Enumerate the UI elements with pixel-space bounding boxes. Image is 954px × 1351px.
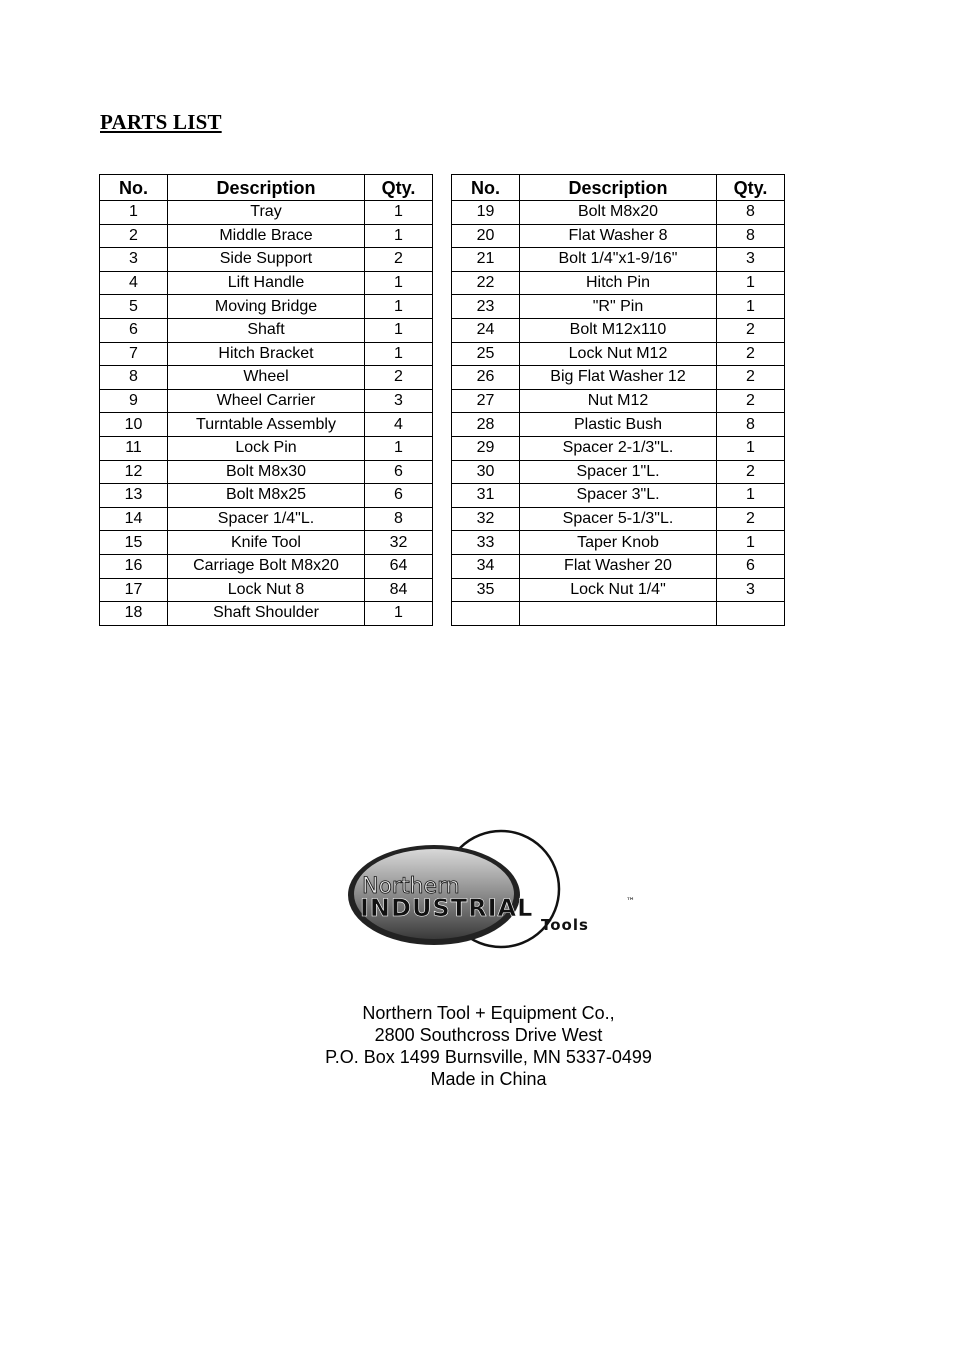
table-row	[452, 554, 785, 578]
part-qty: 64	[365, 554, 433, 578]
part-description: Lock Nut M12	[520, 342, 717, 366]
part-description: Bolt M8x30	[168, 460, 365, 484]
part-number: 10	[100, 413, 168, 437]
part-number: 21	[452, 248, 520, 272]
part-number: 15	[100, 531, 168, 555]
table-row	[100, 295, 433, 319]
part-qty: 2	[365, 366, 433, 390]
part-qty: 1	[365, 224, 433, 248]
part-qty: 1	[365, 318, 433, 342]
table-row	[452, 342, 785, 366]
table-row	[452, 366, 785, 390]
part-qty: 3	[365, 389, 433, 413]
part-description	[520, 602, 717, 626]
part-qty: 1	[717, 436, 785, 460]
part-number: 2	[100, 224, 168, 248]
part-description: Bolt 1/4"x1-9/16"	[520, 248, 717, 272]
part-description: Nut M12	[520, 389, 717, 413]
part-number	[452, 602, 520, 626]
part-number: 31	[452, 484, 520, 508]
table-row	[100, 389, 433, 413]
part-number: 26	[452, 366, 520, 390]
table-row	[100, 248, 433, 272]
part-number: 18	[100, 602, 168, 626]
part-qty: 6	[365, 484, 433, 508]
part-description: Taper Knob	[520, 531, 717, 555]
part-qty: 84	[365, 578, 433, 602]
part-number: 8	[100, 366, 168, 390]
part-qty: 4	[365, 413, 433, 437]
part-description: Side Support	[168, 248, 365, 272]
logo-text-northern: Northern	[362, 874, 460, 899]
table-row	[452, 413, 785, 437]
part-number: 30	[452, 460, 520, 484]
part-description: Lock Nut 8	[168, 578, 365, 602]
part-description: Plastic Bush	[520, 413, 717, 437]
table-row	[100, 578, 433, 602]
part-number: 4	[100, 271, 168, 295]
part-description: Shaft	[168, 318, 365, 342]
part-description: Moving Bridge	[168, 295, 365, 319]
part-description: "R" Pin	[520, 295, 717, 319]
header-description: Description	[520, 175, 717, 201]
part-description: Spacer 5-1/3"L.	[520, 507, 717, 531]
address-po-box: P.O. Box 1499 Burnsville, MN 5337-0499	[325, 1047, 652, 1067]
part-description: Flat Washer 20	[520, 554, 717, 578]
part-qty: 3	[717, 578, 785, 602]
table-row	[452, 318, 785, 342]
part-qty: 2	[717, 507, 785, 531]
part-number: 22	[452, 271, 520, 295]
parts-table-left	[99, 174, 433, 626]
table-row	[100, 554, 433, 578]
part-qty: 8	[717, 201, 785, 225]
part-number: 23	[452, 295, 520, 319]
part-number: 14	[100, 507, 168, 531]
header-description: Description	[168, 175, 365, 201]
part-qty: 1	[365, 271, 433, 295]
header-qty: Qty.	[365, 175, 433, 201]
part-number: 19	[452, 201, 520, 225]
address-company: Northern Tool + Equipment Co.,	[362, 1003, 615, 1023]
part-qty: 1	[717, 295, 785, 319]
part-number: 7	[100, 342, 168, 366]
part-number: 28	[452, 413, 520, 437]
part-qty: 1	[365, 436, 433, 460]
part-number: 3	[100, 248, 168, 272]
table-row	[452, 295, 785, 319]
part-description: Middle Brace	[168, 224, 365, 248]
table-row	[100, 271, 433, 295]
part-number: 32	[452, 507, 520, 531]
table-row	[100, 318, 433, 342]
part-number: 35	[452, 578, 520, 602]
part-qty: 2	[717, 318, 785, 342]
part-description: Spacer 1"L.	[520, 460, 717, 484]
part-description: Bolt M8x20	[520, 201, 717, 225]
table-row	[452, 224, 785, 248]
part-number: 16	[100, 554, 168, 578]
table-row	[100, 366, 433, 390]
northern-industrial-logo	[328, 822, 658, 962]
part-description: Spacer 1/4"L.	[168, 507, 365, 531]
page-title: PARTS LIST	[100, 110, 222, 134]
table-row	[452, 271, 785, 295]
part-description: Spacer 2-1/3"L.	[520, 436, 717, 460]
part-number: 1	[100, 201, 168, 225]
part-qty: 2	[717, 460, 785, 484]
part-description: Knife Tool	[168, 531, 365, 555]
part-number: 34	[452, 554, 520, 578]
header-no: No.	[452, 175, 520, 201]
part-number: 29	[452, 436, 520, 460]
part-number: 25	[452, 342, 520, 366]
company-address	[0, 1002, 954, 1090]
table-row	[452, 436, 785, 460]
table-row	[452, 460, 785, 484]
part-qty: 8	[717, 413, 785, 437]
part-number: 17	[100, 578, 168, 602]
logo-text-tools: Tools	[541, 916, 589, 934]
part-number: 27	[452, 389, 520, 413]
table-row	[100, 224, 433, 248]
table-row	[100, 460, 433, 484]
table-row	[452, 602, 785, 626]
table-row	[452, 507, 785, 531]
part-number: 12	[100, 460, 168, 484]
part-description: Shaft Shoulder	[168, 602, 365, 626]
part-description: Big Flat Washer 12	[520, 366, 717, 390]
part-description: Wheel Carrier	[168, 389, 365, 413]
part-qty: 8	[717, 224, 785, 248]
part-qty: 2	[717, 366, 785, 390]
part-number: 6	[100, 318, 168, 342]
table-row	[100, 602, 433, 626]
table-row	[100, 484, 433, 508]
part-description: Lock Nut 1/4"	[520, 578, 717, 602]
table-row	[100, 413, 433, 437]
table-row	[452, 484, 785, 508]
part-qty: 1	[717, 271, 785, 295]
header-qty: Qty.	[717, 175, 785, 201]
part-qty: 1	[717, 484, 785, 508]
part-qty: 1	[365, 602, 433, 626]
part-description: Carriage Bolt M8x20	[168, 554, 365, 578]
part-number: 33	[452, 531, 520, 555]
part-qty: 1	[365, 201, 433, 225]
table-row	[100, 436, 433, 460]
part-qty: 2	[717, 342, 785, 366]
part-qty: 2	[717, 389, 785, 413]
part-number: 5	[100, 295, 168, 319]
table-row	[452, 389, 785, 413]
part-description: Wheel	[168, 366, 365, 390]
part-qty: 6	[717, 554, 785, 578]
table-row	[100, 531, 433, 555]
part-description: Hitch Bracket	[168, 342, 365, 366]
part-qty	[717, 602, 785, 626]
table-row	[452, 201, 785, 225]
header-no: No.	[100, 175, 168, 201]
part-description: Spacer 3"L.	[520, 484, 717, 508]
part-number: 20	[452, 224, 520, 248]
table-row	[100, 201, 433, 225]
part-description: Flat Washer 8	[520, 224, 717, 248]
parts-table-right	[451, 174, 785, 626]
part-qty: 6	[365, 460, 433, 484]
table-row	[452, 578, 785, 602]
address-street: 2800 Southcross Drive West	[374, 1025, 603, 1045]
logo-text-tm: ™	[626, 897, 635, 907]
part-description: Tray	[168, 201, 365, 225]
part-description: Bolt M8x25	[168, 484, 365, 508]
part-qty: 32	[365, 531, 433, 555]
table-row	[100, 342, 433, 366]
logo-text-industrial: INDUSTRIAL	[360, 894, 534, 922]
part-description: Lock Pin	[168, 436, 365, 460]
part-qty: 1	[365, 295, 433, 319]
table-row	[452, 248, 785, 272]
table-row	[100, 507, 433, 531]
part-description: Hitch Pin	[520, 271, 717, 295]
part-qty: 2	[365, 248, 433, 272]
part-number: 13	[100, 484, 168, 508]
part-qty: 1	[717, 531, 785, 555]
table-header-row	[100, 175, 433, 201]
part-description: Lift Handle	[168, 271, 365, 295]
part-number: 11	[100, 436, 168, 460]
part-qty: 1	[365, 342, 433, 366]
part-description: Bolt M12x110	[520, 318, 717, 342]
part-description: Turntable Assembly	[168, 413, 365, 437]
table-header-row	[452, 175, 785, 201]
part-number: 9	[100, 389, 168, 413]
part-qty: 8	[365, 507, 433, 531]
address-origin: Made in China	[430, 1069, 547, 1089]
table-row	[452, 531, 785, 555]
part-number: 24	[452, 318, 520, 342]
part-qty: 3	[717, 248, 785, 272]
